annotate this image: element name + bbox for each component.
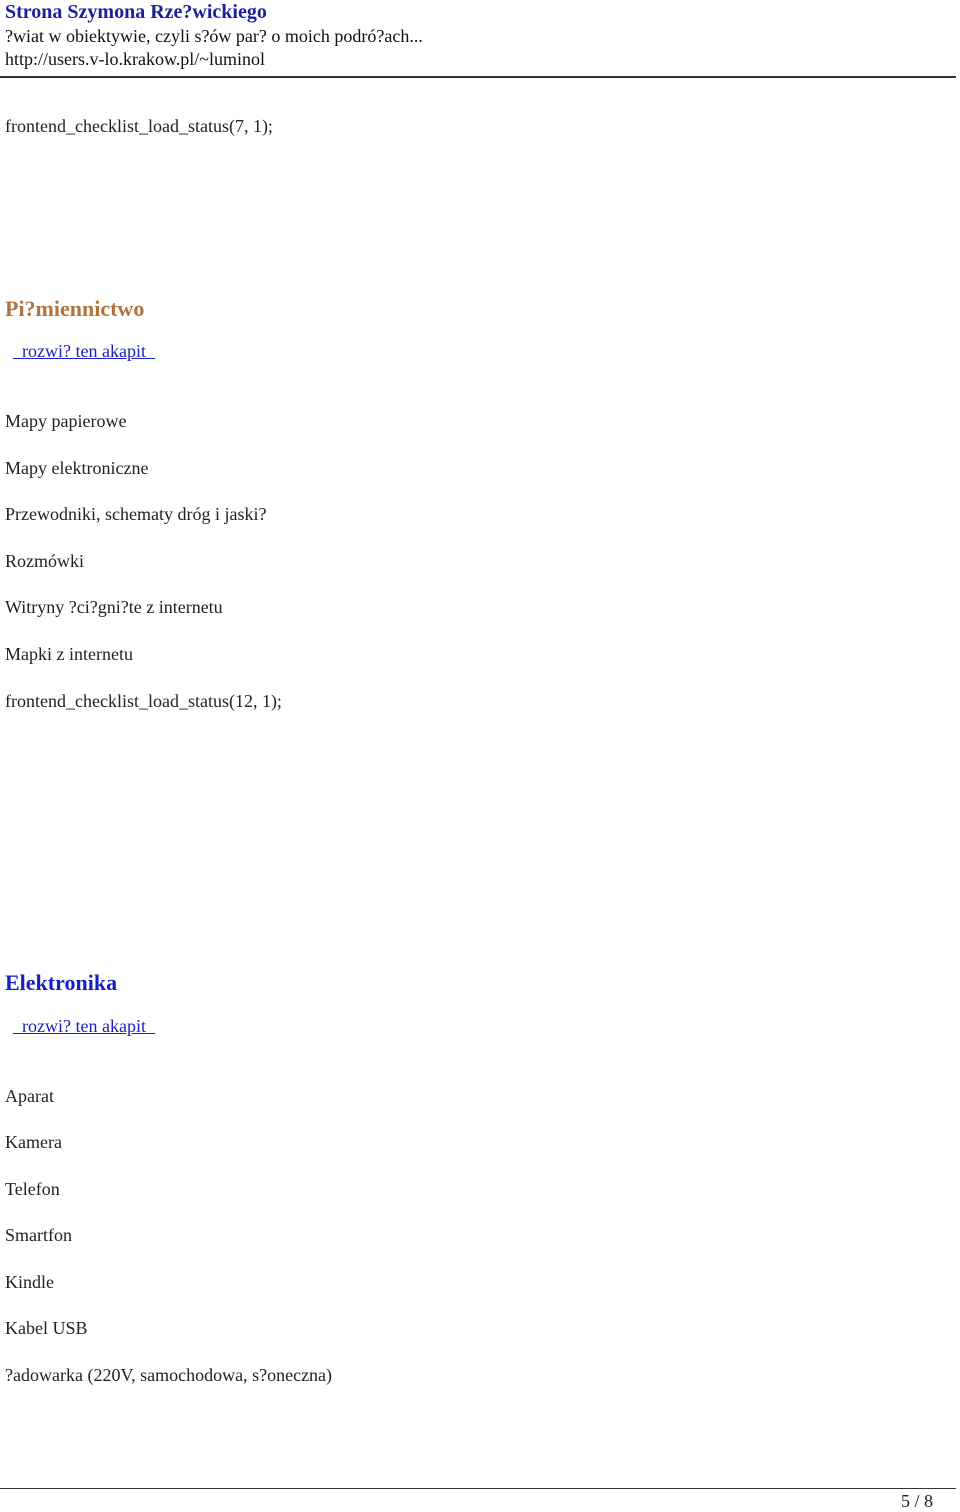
expand-paragraph-link[interactable]: rozwi? ten akapit — [13, 1016, 155, 1036]
list-item: ?adowarka (220V, samochodowa, s?oneczna) — [5, 1365, 333, 1385]
list-item: Kabel USB — [5, 1318, 88, 1338]
section-heading-pismiennictwo: Pi?miennictwo — [5, 296, 145, 321]
section-heading-elektronika: Elektronika — [5, 970, 118, 995]
page-number: 5 / 8 — [900, 1491, 933, 1511]
list-item: Mapy papierowe — [5, 411, 127, 431]
site-url[interactable]: http://users.v-lo.krakow.pl/~luminol — [5, 49, 266, 69]
list-item: Przewodniki, schematy dróg i jaski? — [5, 504, 267, 524]
list-item: Aparat — [5, 1086, 54, 1106]
site-subtitle: ?wiat w obiektywie, czyli s?ów par? o moich podró?ach... — [5, 26, 423, 46]
list-item: Mapy elektroniczne — [5, 458, 149, 478]
list-item: Telefon — [5, 1179, 60, 1199]
status-line: frontend_checklist_load_status(7, 1); — [5, 116, 273, 136]
list-item: Kindle — [5, 1272, 54, 1292]
list-item: Mapki z internetu — [5, 644, 133, 664]
expand-paragraph-link[interactable]: rozwi? ten akapit — [13, 341, 155, 361]
site-title[interactable]: Strona Szymona Rze?wickiego — [5, 1, 267, 23]
page-header — [0, 0, 956, 78]
list-item: Witryny ?ci?gni?te z internetu — [5, 597, 223, 617]
status-line: frontend_checklist_load_status(12, 1); — [5, 691, 282, 711]
list-item: Rozmówki — [5, 551, 84, 571]
list-item: Kamera — [5, 1132, 62, 1152]
footer-divider — [0, 1488, 956, 1489]
list-item: Smartfon — [5, 1225, 72, 1245]
